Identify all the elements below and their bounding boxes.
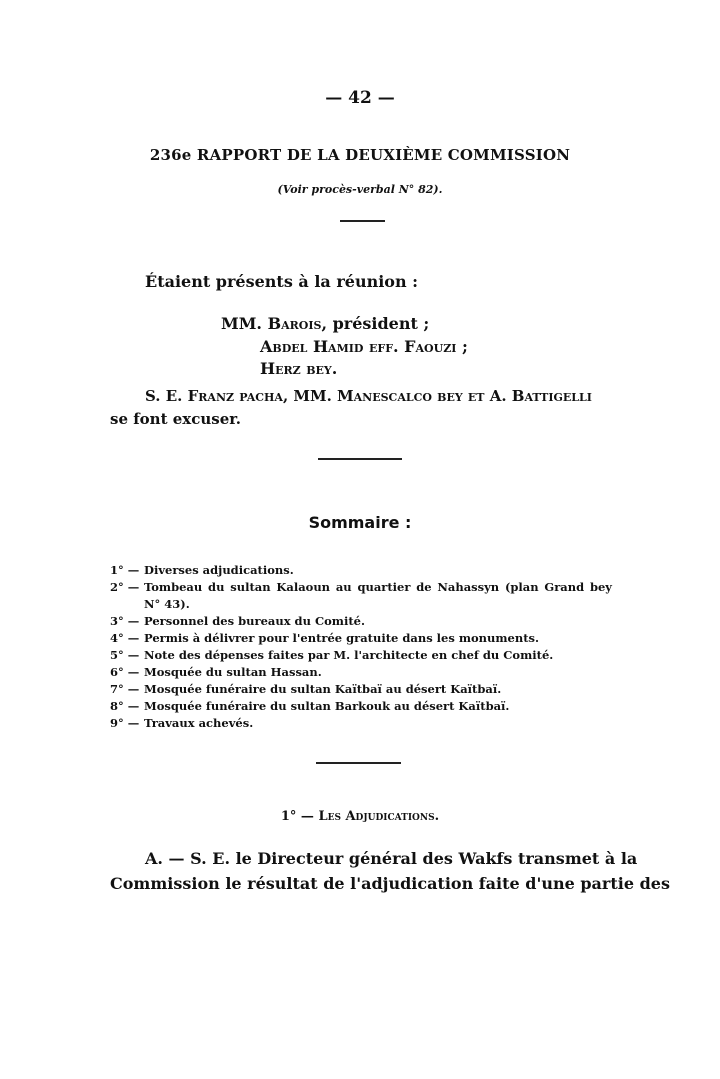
- excused-line-1: S. E. Franz pacha, MM. Manescalco bey et A. Battigelli: [145, 387, 592, 405]
- divider: [340, 220, 385, 222]
- paragraph-line-1: A. — S. E. le Directeur général des Wakfs transmet à la: [145, 849, 638, 868]
- item-text: Tombeau du sultan Kalaoun au quartier de Nahassyn (plan Grand bey N° 43).: [144, 580, 612, 611]
- list-item: [110, 647, 612, 664]
- item-text: Travaux achevés.: [144, 716, 254, 730]
- report-title: 236e RAPPORT DE LA DEUXIÈME COMMISSION: [149, 146, 571, 164]
- list-item: [110, 579, 612, 613]
- paragraph-line-2: Commission le résultat de l'adjudication faite d'une partie des: [110, 874, 670, 893]
- item-text: Note des dépenses faites par M. l'architecte en chef du Comité.: [144, 648, 554, 662]
- divider: [316, 762, 401, 764]
- item-number: 1° —: [110, 563, 140, 577]
- item-number: 2° —: [110, 580, 140, 594]
- list-item: [110, 630, 612, 647]
- item-number: 8° —: [110, 699, 140, 713]
- attendee-line-3: Herz bey.: [260, 359, 338, 378]
- item-number: 3° —: [110, 614, 140, 628]
- list-item: [110, 698, 612, 715]
- attendance-intro: Étaient présents à la réunion :: [145, 272, 419, 291]
- list-item: [110, 681, 612, 698]
- item-number: 4° —: [110, 631, 140, 645]
- item-text: Mosquée funéraire du sultan Kaïtbaï au désert Kaïtbaï.: [144, 682, 502, 696]
- attendee-name: Barois: [267, 314, 322, 333]
- item-text: Diverses adjudications.: [144, 563, 294, 577]
- minutes-reference: (Voir procès-verbal N° 82).: [277, 183, 443, 196]
- list-item: [110, 562, 612, 579]
- attendee-role: , président ;: [321, 314, 430, 333]
- item-number: 7° —: [110, 682, 140, 696]
- attendee-line-1: [221, 314, 429, 333]
- list-item: [110, 664, 612, 681]
- item-number: 6° —: [110, 665, 140, 679]
- attendee-prefix: MM.: [221, 314, 268, 333]
- list-item: [110, 715, 612, 732]
- divider: [318, 458, 402, 460]
- item-number: 9° —: [110, 716, 140, 730]
- item-text: Personnel des bureaux du Comité.: [144, 614, 365, 628]
- item-number: 5° —: [110, 648, 140, 662]
- item-text: Mosquée funéraire du sultan Barkouk au désert Kaïtbaï.: [144, 699, 510, 713]
- item-text: Permis à délivrer pour l'entrée gratuite dans les monuments.: [144, 631, 540, 645]
- excused-line-2: se font excuser.: [110, 410, 241, 428]
- list-item: [110, 613, 612, 630]
- item-text: Mosquée du sultan Hassan.: [144, 665, 322, 679]
- summary-title: Sommaire :: [308, 513, 412, 532]
- section-heading: 1° — Les Adjudications.: [280, 809, 440, 824]
- summary-list: [110, 562, 612, 732]
- attendee-line-2: Abdel Hamid eff. Faouzi ;: [260, 337, 468, 356]
- page-number: — 42 —: [325, 88, 395, 108]
